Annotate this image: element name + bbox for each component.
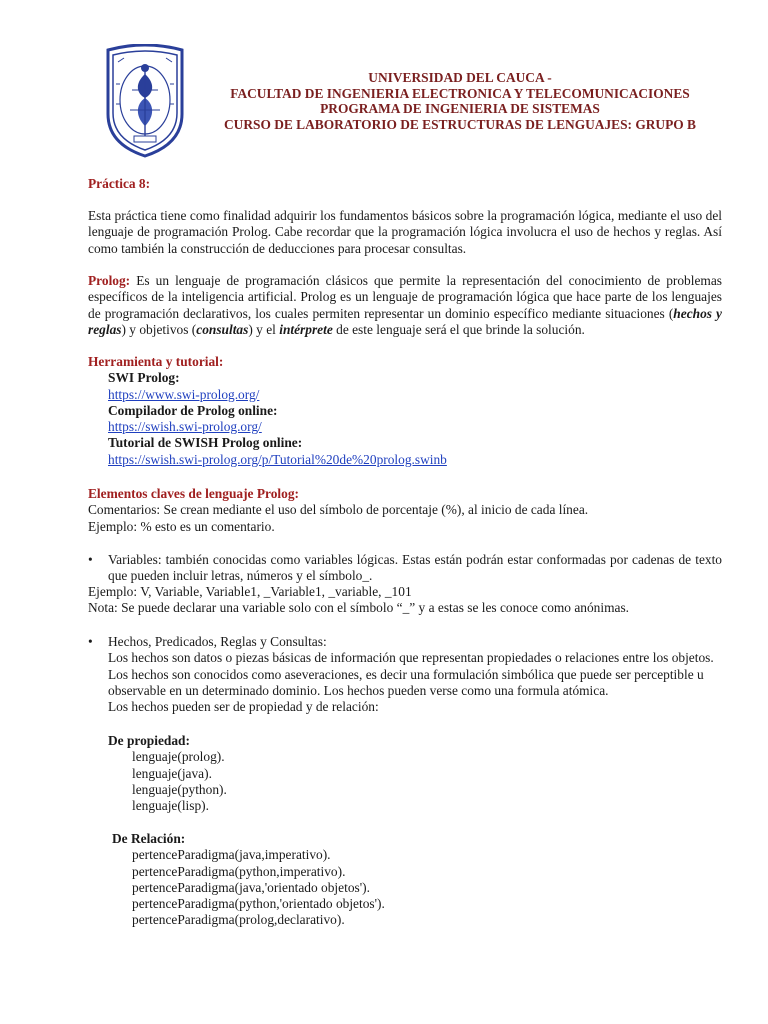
intro-paragraph: Esta práctica tiene como finalidad adquirir los fundamentos básicos sobre la programación lógica, mediante el uso del lenguaje de programación Prolog. Cabe recordar que la programación lógica involucra el uso de hechos y reglas. Así como también la construcción de deducciones para procesar consultas. — [88, 208, 722, 256]
online-compiler-link[interactable]: https://swish.swi-prolog.org/ — [108, 419, 262, 435]
variables-details — [88, 584, 722, 617]
property-facts — [88, 733, 722, 814]
key-elements-section — [88, 486, 722, 535]
prolog-text-c: ) y el — [248, 321, 280, 337]
bullet-glyph: • — [88, 634, 93, 649]
variables-note: Nota: Se puede declarar una variable solo con el símbolo “_” y a estas se les conoce como anónimas. — [88, 600, 630, 616]
comments-text: Comentarios: Se crean mediante el uso del símbolo de porcentaje (%), al inicio de cada línea. — [88, 502, 589, 518]
property-item: lenguaje(prolog). — [132, 749, 225, 765]
tools-section — [88, 354, 722, 468]
relation-item: pertenceParadigma(prolog,declarativo). — [132, 912, 345, 928]
relation-title: De Relación: — [112, 831, 186, 846]
prolog-text-d: de este lenguaje será el que brinde la solución. — [332, 321, 585, 337]
facts-text: Los hechos son datos o piezas básicas de información que representan propiedades o relaciones entre los objetos. Los hechos son conocidos como aseveraciones, es decir una formulación simbólica que puede ser perceptible u observable en un determinado dominio. Los hechos pueden verse como una formula atómica. — [108, 650, 714, 698]
relation-item: pertenceParadigma(python,imperativo). — [132, 863, 346, 879]
property-item: lenguaje(java). — [132, 765, 212, 781]
tutorial-label: Tutorial de SWISH Prolog online: — [108, 435, 303, 451]
comments-example: Ejemplo: % esto es un comentario. — [88, 518, 275, 534]
prolog-text-a: Es un lenguaje de programación clásicos que permite la representación del conocimiento de problemas específicos de la inteligencia artificial. Prolog es un lenguaje de programación lógica que hace parte de los lenguajes de programación declarativos, los cuales permiten representar un dominio específico mediante situaciones ( — [88, 273, 722, 321]
property-item: lenguaje(python). — [132, 781, 227, 797]
prolog-emphasis-interpreter: intérprete — [279, 321, 333, 337]
university-seal-icon — [104, 44, 186, 158]
swi-link[interactable]: https://www.swi-prolog.org/ — [108, 386, 260, 402]
tools-title: Herramienta y tutorial: — [88, 354, 224, 369]
relation-item: pertenceParadigma(java,imperativo). — [132, 847, 331, 863]
program-name: PROGRAMA DE INGENIERIA DE SISTEMAS — [320, 101, 600, 116]
practice-title: Práctica 8: — [88, 176, 151, 191]
course-name: CURSO DE LABORATORIO DE ESTRUCTURAS DE LENGUAJES: GRUPO B — [224, 116, 696, 132]
variables-bullet — [88, 552, 722, 585]
online-compiler-label: Compilador de Prolog online: — [108, 402, 278, 418]
facts-bullet — [88, 634, 722, 715]
university-name: UNIVERSIDAD DEL CAUCA - — [368, 70, 552, 85]
property-title: De propiedad: — [108, 733, 190, 748]
prolog-emphasis-queries: consultas — [196, 321, 249, 337]
key-elements-title: Elementos claves de lenguaje Prolog: — [88, 486, 299, 501]
tutorial-link[interactable]: https://swish.swi-prolog.org/p/Tutorial%20de%20prolog.swinb — [108, 451, 447, 467]
facts-title: Hechos, Predicados, Reglas y Consultas: — [108, 634, 327, 649]
bullet-glyph: • — [88, 552, 93, 567]
relation-item: pertenceParadigma(java,'orientado objetos'). — [132, 879, 370, 895]
variables-example: Ejemplo: V, Variable, Variable1, _Variable1, _variable, _101 — [88, 584, 412, 599]
variables-text: Variables: también conocidas como variables lógicas. Estas están podrán estar conformadas por cadenas de texto que pueden incluir letras, números y el símbolo_. — [108, 552, 722, 584]
prolog-text-b: ) y objetivos ( — [121, 321, 197, 337]
relation-item: pertenceParadigma(python,'orientado objetos'). — [132, 896, 385, 912]
prolog-emphasis-facts-rules: hechos y reglas — [88, 305, 722, 337]
prolog-paragraph — [88, 273, 722, 338]
facts-types: Los hechos pueden ser de propiedad y de relación: — [108, 699, 379, 715]
prolog-label: Prolog: — [88, 273, 131, 288]
faculty-name: FACULTAD DE INGENIERIA ELECTRONICA Y TELECOMUNICACIONES — [230, 85, 690, 101]
document-header — [200, 70, 720, 132]
swi-label: SWI Prolog: — [108, 370, 180, 386]
relation-facts — [88, 831, 722, 929]
property-item: lenguaje(lisp). — [132, 798, 209, 814]
